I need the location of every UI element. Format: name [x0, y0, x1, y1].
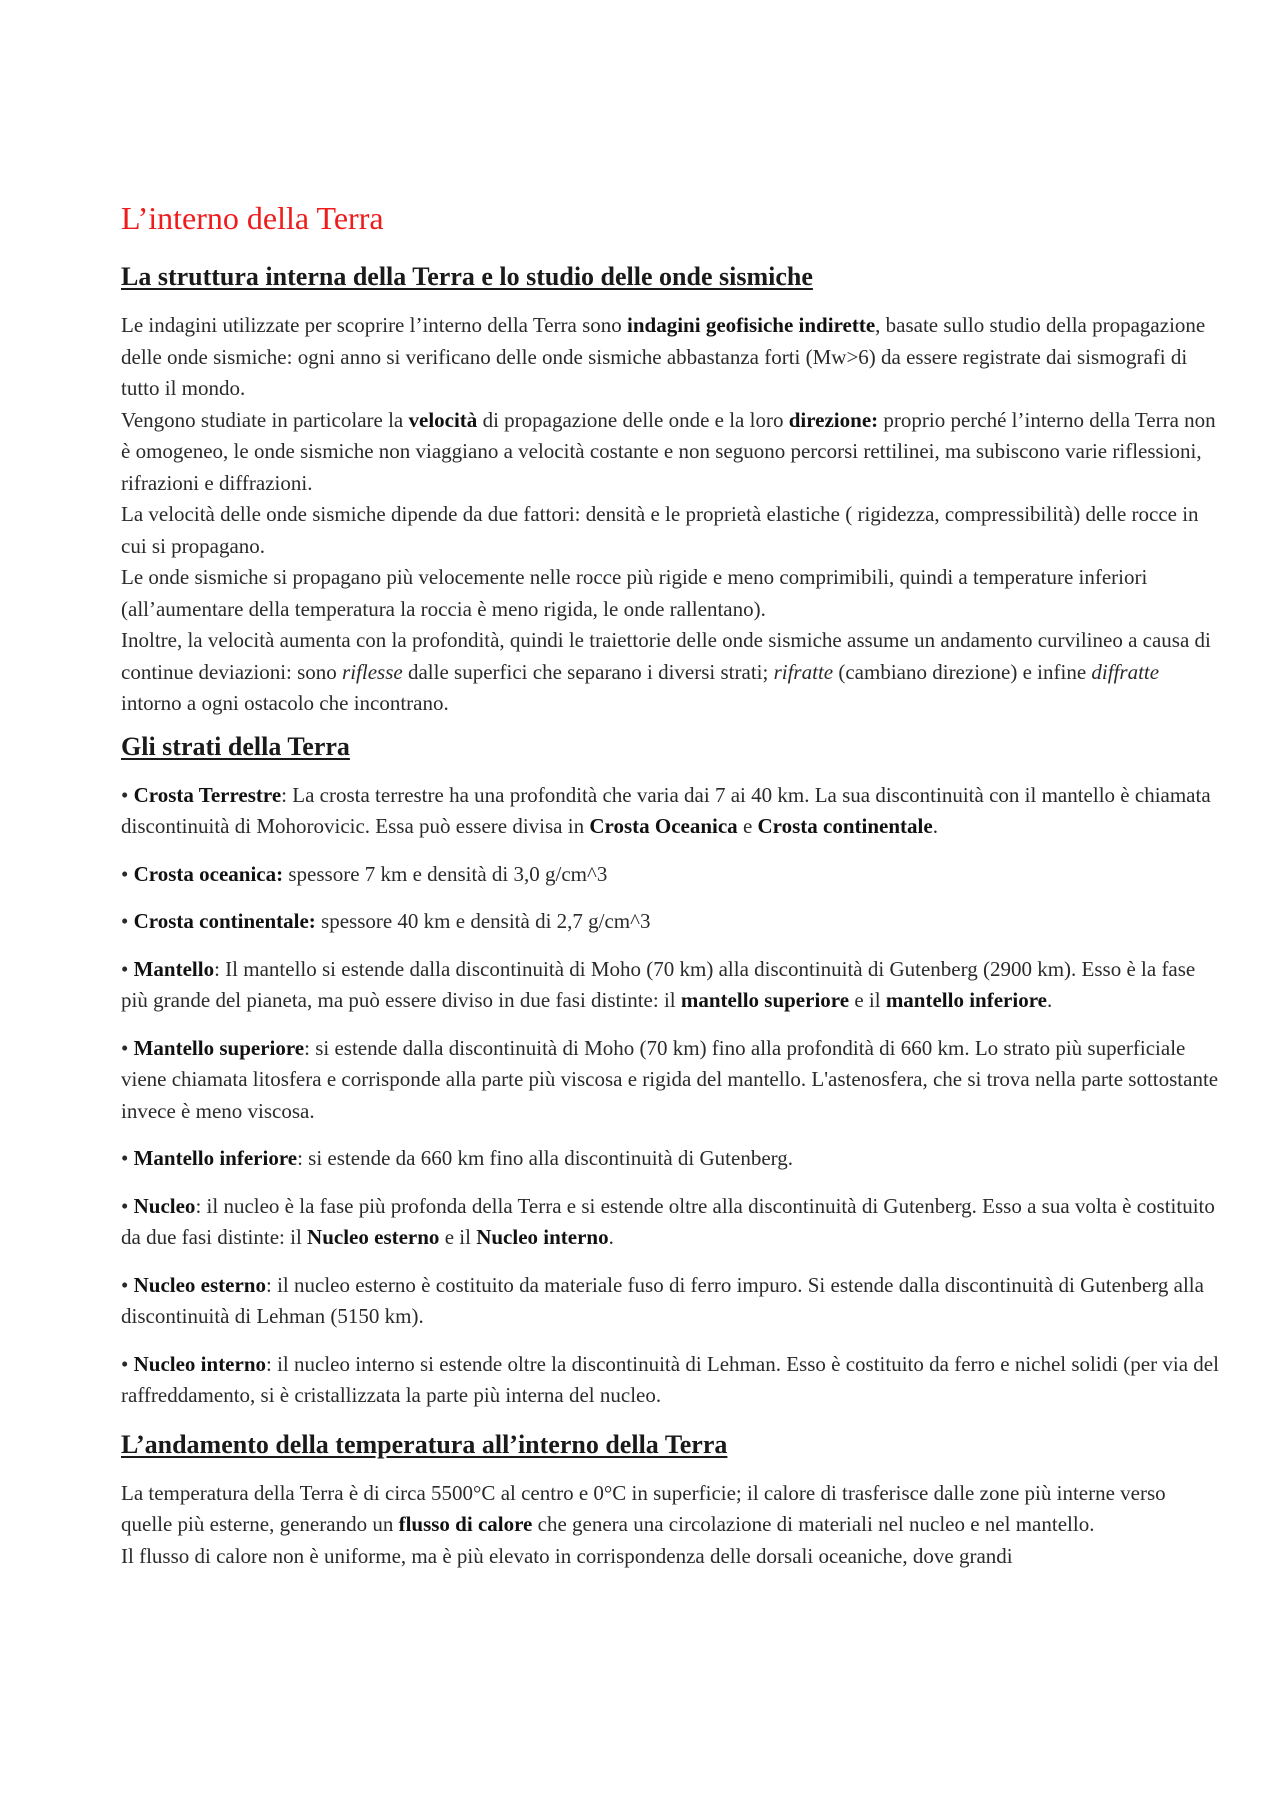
bullet: • — [121, 1035, 134, 1060]
item-text: . — [608, 1225, 614, 1249]
item-text: e il — [439, 1225, 477, 1249]
item-text: e il — [849, 988, 886, 1012]
item-term: Nucleo interno — [133, 1351, 267, 1376]
item-text: : il nucleo interno si estende oltre la discontinuità di Lehman. Esso è costituito da ferro e nichel solidi (per via del raffreddamento, si è cristallizzata la parte più interna del nucleo. — [121, 1351, 1219, 1407]
italic-term: rifratte — [773, 659, 834, 684]
bold-term: direzione: — [788, 407, 879, 432]
item-text: e — [737, 814, 758, 838]
item-text: : Il mantello si estende dalla discontinuità di Moho (70 km) alla discontinuità di Gutenberg (2900 km). Esso è la fase più grande del pianeta, ma può essere diviso in due fasi distinte: il — [121, 956, 1196, 1012]
text-run: che genera una circolazione di materiali nel nucleo e nel mantello. — [532, 1512, 1095, 1536]
document-title: L’interno della Terra — [121, 200, 384, 236]
paragraph — [121, 310, 1221, 405]
item-text: spessore 40 km e densità di 2,7 g/cm^3 — [315, 909, 651, 933]
item-term: Mantello superiore — [133, 1035, 305, 1060]
item-text: : La crosta terrestre ha una profondità che varia dai 7 ai 40 km. La sua discontinuità con il mantello è chiamata discontinuità di Mohorovicic. Essa può essere divisa in — [121, 782, 1211, 838]
bold-term: Nucleo esterno — [307, 1225, 440, 1249]
paragraph — [121, 625, 1221, 720]
paragraph: Le onde sismiche si propagano più velocemente nelle rocce più rigide e meno comprimibili, quindi a temperature inferiori (all’aumentare della temperatura la roccia è meno rigida, le onde rallentano). — [121, 565, 1148, 621]
item-term: Crosta oceanica: — [133, 861, 284, 886]
section-heading-earth-layers: Gli strati della Terra — [121, 731, 350, 761]
text-run: Inoltre, la velocità aumenta con la profondità, quindi le traiettorie delle onde sismiche assume un andamento curvilineo a causa di continue deviazioni: sono — [121, 628, 1211, 684]
text-run: Le indagini utilizzate per scoprire l’interno della Terra sono — [121, 313, 628, 337]
item-text: : il nucleo è la fase più profonda della Terra e si estende oltre alla discontinuità di Gutenberg. Esso a sua volta è costituito da due fasi distinte: il — [121, 1193, 1215, 1249]
item-term: Nucleo — [133, 1193, 196, 1218]
bullet: • — [121, 1351, 134, 1376]
paragraph: Il flusso di calore non è uniforme, ma è più elevato in corrispondenza delle dorsali oceaniche, dove grandi — [121, 1543, 1013, 1568]
item-text: : il nucleo esterno è costituito da materiale fuso di ferro impuro. Si estende dalla discontinuità di Gutenberg alla discontinuità di Lehman (5150 km). — [121, 1272, 1204, 1328]
item-text: . — [1046, 988, 1053, 1012]
item-text: spessore 7 km e densità di 3,0 g/cm^3 — [283, 861, 608, 886]
bullet: • — [121, 956, 134, 981]
list-item — [121, 1191, 1221, 1254]
bold-term: velocità — [408, 407, 478, 432]
bullet: • — [121, 909, 134, 933]
section-body-seismic-waves — [121, 310, 1221, 720]
list-item — [121, 1270, 1221, 1333]
list-item — [121, 906, 1221, 938]
bold-term: Nucleo interno — [476, 1225, 609, 1249]
bold-term: flusso di calore — [398, 1512, 533, 1536]
text-run: intorno a ogni ostacolo che incontrano. — [121, 691, 449, 715]
list-item — [121, 859, 1221, 891]
section-heading-temperature: L’andamento della temperatura all’interno della Terra — [121, 1429, 728, 1459]
list-item — [121, 1349, 1221, 1412]
bullet: • — [121, 1272, 134, 1297]
text-run: (cambiano direzione) e infine — [833, 659, 1092, 684]
item-text: . — [932, 814, 938, 838]
text-run: Vengono studiate in particolare la — [121, 407, 409, 432]
item-text: : si estende dalla discontinuità di Moho (70 km) fino alla profondità di 660 km. Lo strato più superficiale viene chiamata litosfera e corrisponde alla parte più viscosa e rigida del mantello. L'astenosfera, che si trova nella parte sottostante invece è meno viscosa. — [121, 1035, 1219, 1123]
text-run: , basate sullo studio della propagazione delle onde sismiche: ogni anno si verificano delle onde sismiche abbastanza forti (Mw>6) da essere registrate dai sismografi di tutto il mondo. — [121, 313, 1206, 400]
text-run: dalle superfici che separano i diversi strati; — [402, 659, 774, 684]
italic-term: riflesse — [342, 659, 403, 684]
text-run: proprio perché l’interno della Terra non è omogeneo, le onde sismiche non viaggiano a velocità costante e non seguono percorsi rettilinei, ma subiscono varie riflessioni, rifrazioni e diffrazioni. — [121, 407, 1216, 495]
bullet: • — [121, 861, 134, 886]
item-term: Mantello — [133, 956, 215, 981]
bold-term: Crosta Oceanica — [589, 814, 738, 838]
bullet: • — [121, 1146, 134, 1170]
text-run: di propagazione delle onde e la loro — [477, 407, 789, 432]
section-body-temperature — [121, 1478, 1221, 1573]
item-text: : si estende da 660 km fino alla discontinuità di Gutenberg. — [297, 1146, 794, 1170]
paragraph — [121, 405, 1221, 500]
bold-term: indagini geofisiche indirette — [627, 313, 876, 337]
item-term: Nucleo esterno — [133, 1272, 266, 1297]
list-item — [121, 780, 1221, 843]
list-item — [121, 954, 1221, 1017]
text-run: La temperatura della Terra è di circa 5500°C al centro e 0°C in superficie; il calore di trasferisce dalle zone più interne verso quelle più esterne, generando un — [121, 1480, 1166, 1536]
document-page — [121, 198, 1221, 1582]
item-term: Mantello inferiore — [133, 1146, 298, 1170]
bullet: • — [121, 1193, 134, 1218]
list-item — [121, 1143, 1221, 1175]
layer-list — [121, 780, 1221, 1412]
item-term: Crosta continentale: — [133, 909, 316, 933]
item-term: Crosta Terrestre — [133, 782, 282, 807]
bold-term: Crosta continentale — [757, 814, 933, 838]
paragraph — [121, 1478, 1221, 1541]
italic-term: diffratte — [1091, 659, 1160, 684]
bold-term: mantello superiore — [680, 988, 850, 1012]
bold-term: mantello inferiore — [885, 988, 1047, 1012]
bullet: • — [121, 782, 134, 807]
paragraph: La velocità delle onde sismiche dipende da due fattori: densità e le proprietà elastiche ( rigidezza, compressibilità) delle rocce in cui si propagano. — [121, 502, 1199, 558]
section-heading-seismic-waves: La struttura interna della Terra e lo studio delle onde sismiche — [121, 262, 813, 291]
list-item — [121, 1033, 1221, 1128]
